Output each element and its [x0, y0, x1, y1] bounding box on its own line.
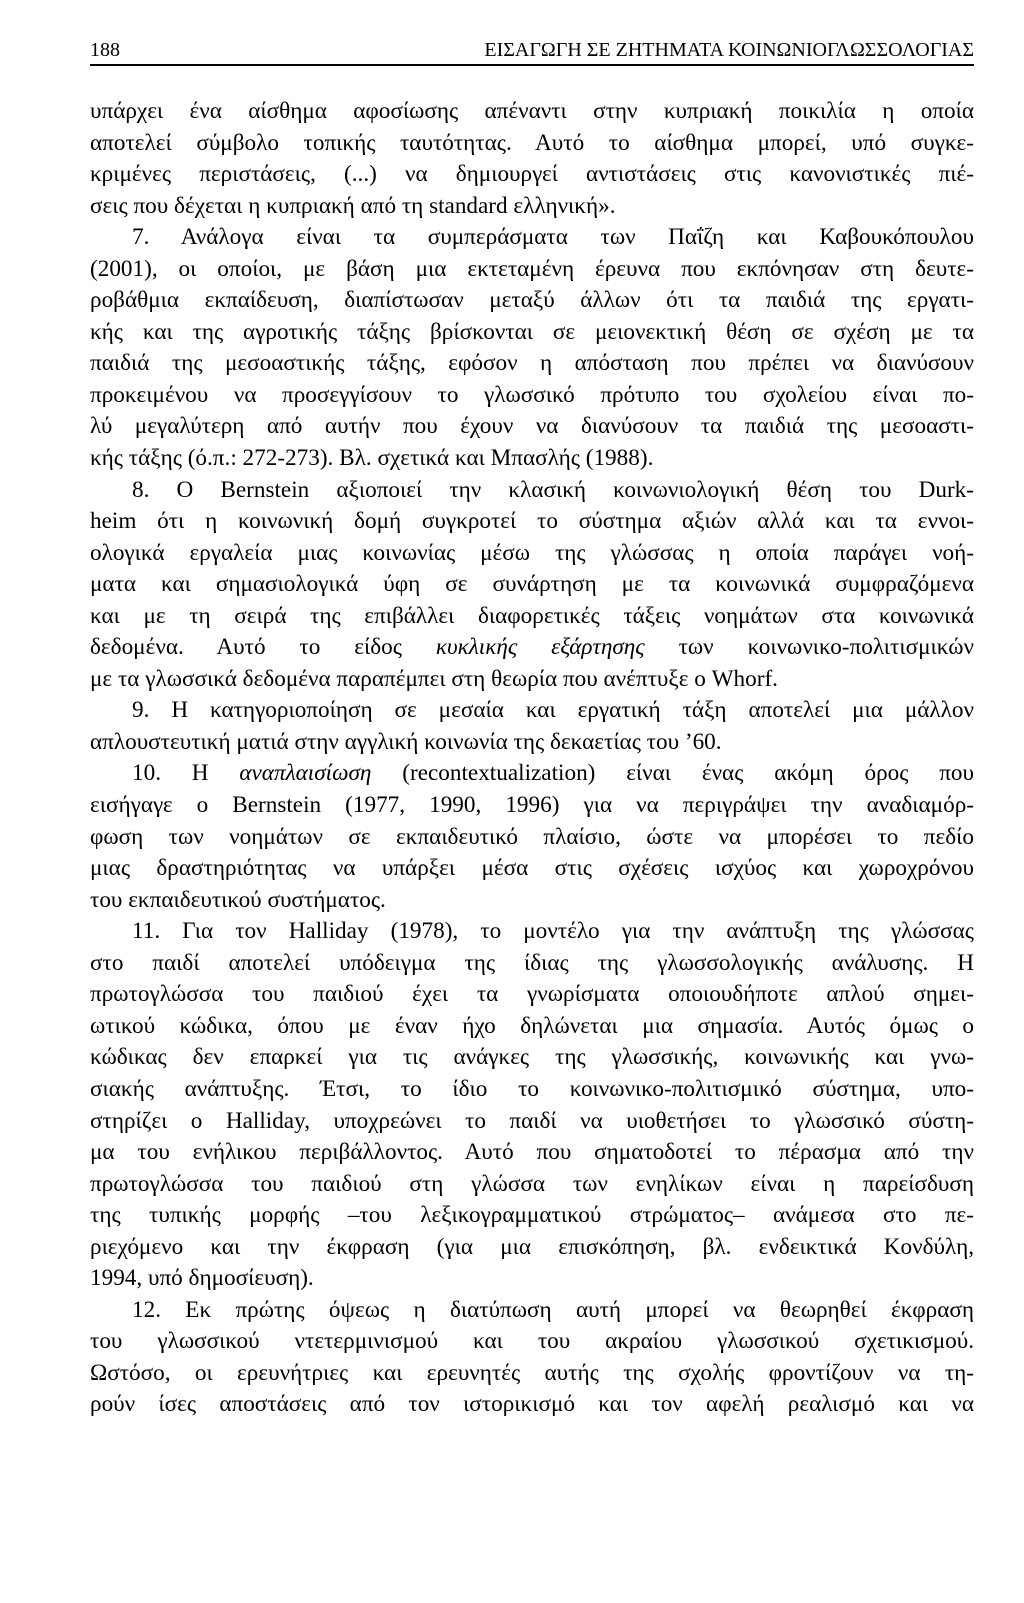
running-title: ΕΙΣΑΓΩΓΗ ΣΕ ΖΗΤΗΜΑΤΑ ΚΟΙΝΩΝΙΟΓΛΩΣΣΟΛΟΓΙΑΣ: [484, 39, 974, 61]
text-line: σιακής ανάπτυξης. Έτσι, το ίδιο το κοινωνικο-πολιτισμικό σύστημα, υπο-: [90, 1075, 974, 1102]
text-line: (2001), οι οποίοι, με βάση μια εκτεταμένη έρευνα που εκπόνησαν στη δευτε-: [90, 255, 974, 282]
text-line: κής και της αγροτικής τάξης βρίσκονται σε μειονεκτική θέση σε σχέση με τα: [90, 318, 974, 345]
text-line: φωση των νοημάτων σε εκπαιδευτικό πλαίσιο, ώστε να μπορέσει το πεδίο: [90, 823, 974, 850]
text-line: του γλωσσικού ντετερμινισμού και του ακραίου γλωσσικού σχετικισμού.: [90, 1328, 974, 1355]
text-line: εισήγαγε ο Bernstein (1977, 1990, 1996) για να περιγράψει την αναδιαμόρ-: [90, 792, 974, 819]
text-line: ολογικά εργαλεία μιας κοινωνίας μέσω της γλώσσας η οποία παράγει νοή-: [90, 539, 974, 566]
text-line: ρούν ίσες αποστάσεις από τον ιστορικισμό και τον αφελή ρεαλισμό και να: [90, 1391, 974, 1418]
text-line: 7. Ανάλογα είναι τα συμπεράσματα των Παΐζη και Καβουκόπουλου: [132, 224, 974, 251]
page-number: 188: [90, 39, 120, 61]
text-line: λύ μεγαλύτερη από αυτήν που έχουν να διανύσουν τα παιδιά της μεσοαστι-: [90, 413, 974, 440]
text-line: στο παιδί αποτελεί υπόδειγμα της ίδιας της γλωσσολογικής ανάλυσης. Η: [90, 949, 974, 976]
text-line: αποτελεί σύμβολο τοπικής ταυτότητας. Αυτό το αίσθημα μπορεί, υπό συγκε-: [90, 129, 974, 156]
italic-term: κυκλικής εξάρτησης: [435, 634, 645, 661]
text-line: μα του ενήλικου περιβάλλοντος. Αυτό που σηματοδοτεί το πέρασμα από την: [90, 1139, 974, 1166]
text-line: του εκπαιδευτικού συστήματος.: [90, 886, 386, 913]
text-line: στηρίζει ο Halliday, υποχρεώνει το παιδί να υιοθετήσει το γλωσσικό σύστη-: [90, 1107, 974, 1134]
text-line: υπάρχει ένα αίσθημα αφοσίωσης απέναντι στην κυπριακή ποικιλία η οποία: [90, 98, 974, 124]
text-line: πρωτογλώσσα του παιδιού στη γλώσσα των ενηλίκων είναι η παρείσδυση: [90, 1170, 974, 1197]
text-line: προκειμένου να προσεγγίσουν το γλωσσικό πρότυπο του σχολείου είναι πο-: [90, 381, 974, 408]
text-line: ματα και σημασιολογικά ύφη σε συνάρτηση με τα κοινωνικά συμφραζόμενα: [90, 571, 974, 598]
text-line: 11. Για τον Halliday (1978), το μοντέλο για την ανάπτυξη της γλώσσας: [132, 918, 974, 945]
text-line: heim ότι η κοινωνική δομή συγκροτεί το σύστημα αξιών αλλά και τα εννοι-: [90, 508, 974, 535]
text-line: κώδικας δεν επαρκεί για τις ανάγκες της γλωσσικής, κοινωνικής και γνω-: [90, 1044, 974, 1071]
text-line: μιας δραστηριότητας να υπάρξει μέσα στις σχέσεις ισχύος και χωροχρόνου: [90, 855, 974, 882]
text-line: κής τάξης (ό.π.: 272-273). Βλ. σχετικά και Μπασλής (1988).: [90, 445, 654, 472]
text-line-with-italic: 10. Η αναπλαισίωση (recontextualization) είναι ένας ακόμη όρος που: [132, 760, 974, 787]
page-header: [90, 38, 974, 66]
text-line: 9. Η κατηγοριοποίηση σε μεσαία και εργατική τάξη αποτελεί μια μάλλον: [132, 697, 974, 724]
text-line: πρωτογλώσσα του παιδιού έχει τα γνωρίσματα οποιουδήποτε απλού σημει-: [90, 981, 974, 1008]
text-line: της τυπικής μορφής –του λεξικογραμματικού στρώματος– ανάμεσα στο πε-: [90, 1202, 974, 1229]
italic-term: αναπλαισίωση: [239, 760, 372, 787]
text-line: 12. Εκ πρώτης όψεως η διατύπωση αυτή μπορεί να θεωρηθεί έκφραση: [132, 1296, 974, 1323]
text-line: σεις που δέχεται η κυπριακή από τη standard ελληνική».: [90, 192, 616, 219]
body-text: [90, 96, 974, 1421]
text-line: 8. Ο Bernstein αξιοποιεί την κλασική κοινωνιολογική θέση του Durk-: [132, 476, 974, 503]
text-line: παιδιά της μεσοαστικής τάξης, εφόσον η απόσταση που πρέπει να διανύσουν: [90, 350, 974, 377]
text-line: ριεχόμενο και την έκφραση (για μια επισκόπηση, βλ. ενδεικτικά Κονδύλη,: [90, 1233, 974, 1260]
text-line: ωτικού κώδικα, όπου με έναν ήχο δηλώνεται μια σημασία. Αυτός όμως ο: [90, 1012, 974, 1039]
text-line: με τα γλωσσικά δεδομένα παραπέμπει στη θεωρία που ανέπτυξε ο Whorf.: [90, 665, 778, 692]
text-line-with-italic: δεδομένα. Αυτό το είδος κυκλικής εξάρτησης των κοινωνικο-πολιτισμικών: [90, 634, 974, 661]
text-line: 1994, υπό δημοσίευση).: [90, 1265, 314, 1292]
text-line: κριμένες περιστάσεις, (...) να δημιουργεί αντιστάσεις στις κανονιστικές πιέ-: [90, 161, 974, 188]
text-line: Ωστόσο, οι ερευνήτριες και ερευνητές αυτής της σχολής φροντίζουν να τη-: [90, 1359, 974, 1386]
text-line: ροβάθμια εκπαίδευση, διαπίστωσαν μεταξύ άλλων ότι τα παιδιά της εργατι-: [90, 287, 974, 314]
text-line: και με τη σειρά της επιβάλλει διαφορετικές τάξεις νοημάτων στα κοινωνικά: [90, 602, 974, 629]
text-line: απλουστευτική ματιά στην αγγλική κοινωνία της δεκαετίας του ’60.: [90, 728, 722, 755]
